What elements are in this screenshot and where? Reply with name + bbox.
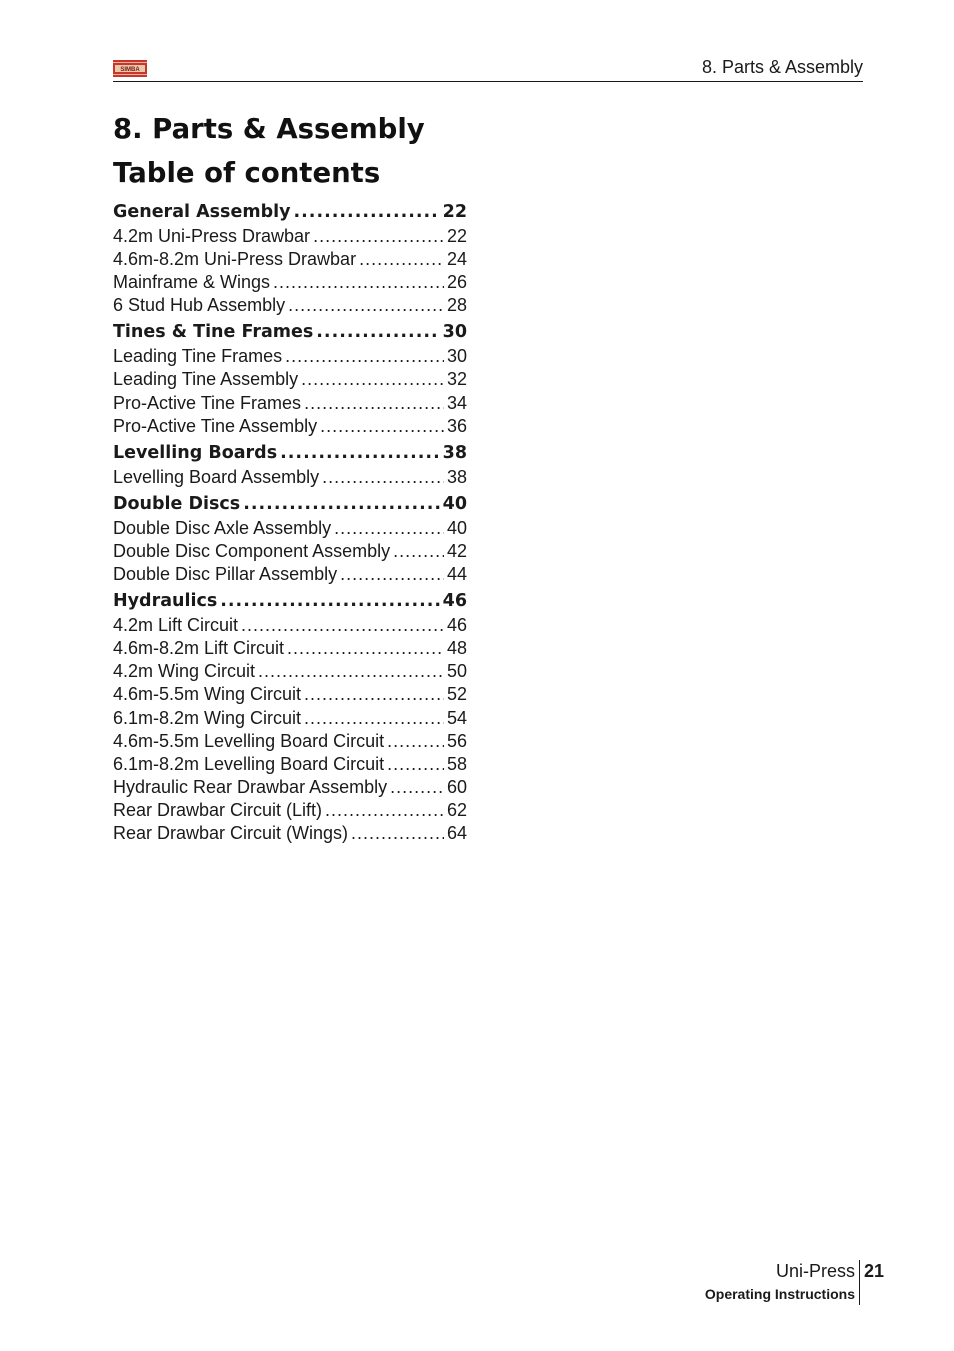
toc-entry-page: 26 [446, 272, 467, 293]
leader-dots [243, 494, 439, 514]
toc-entry[interactable] [113, 800, 467, 823]
toc-entry[interactable] [113, 564, 467, 587]
toc-entry-page: 54 [446, 707, 467, 728]
toc-entry-label: 4.6m-8.2m Uni-Press Drawbar [113, 249, 357, 270]
toc-section-heading-label: Tines & Tine Frames [113, 322, 314, 343]
toc-entry[interactable] [113, 638, 467, 661]
toc-entry-label: Pro-Active Tine Assembly [113, 415, 318, 436]
leader-dots [387, 754, 444, 775]
toc-section-heading-page: 22 [442, 202, 467, 222]
logo-text: SIMBA [120, 67, 140, 73]
footer-product-name: Uni-Press [775, 1261, 855, 1281]
toc-entry-page: 36 [446, 415, 467, 436]
leader-dots [325, 800, 444, 821]
toc-entry-label: Double Disc Pillar Assembly [113, 564, 338, 585]
toc-entry[interactable] [113, 369, 467, 392]
toc-entry-page: 46 [446, 615, 467, 636]
toc-entry-label: Mainframe & Wings [113, 272, 271, 293]
toc-section [113, 591, 467, 846]
toc-entry-page: 32 [446, 369, 467, 390]
toc-section-heading-page: 46 [442, 591, 467, 612]
toc-entry-label: 4.6m-8.2m Lift Circuit [113, 638, 285, 659]
footer-divider [859, 1260, 860, 1305]
toc-entry-page: 44 [446, 564, 467, 585]
toc-section-heading[interactable] [113, 202, 467, 226]
leader-dots [288, 295, 444, 316]
leader-dots [220, 591, 439, 611]
toc-entry[interactable] [113, 416, 467, 439]
toc-entry[interactable] [113, 541, 467, 564]
toc-entry-label: Double Disc Component Assembly [113, 540, 391, 561]
toc-entry-label: Leading Tine Assembly [113, 369, 299, 390]
table-of-contents [113, 202, 467, 850]
toc-entry-label: Rear Drawbar Circuit (Lift) [113, 799, 323, 820]
toc-entry-label: Double Disc Axle Assembly [113, 517, 332, 538]
toc-entry-page: 60 [446, 776, 467, 797]
toc-section [113, 202, 467, 318]
toc-section-heading-page: 30 [442, 322, 467, 343]
toc-entry-label: Leading Tine Frames [113, 346, 283, 367]
leader-dots [393, 541, 444, 562]
toc-entry[interactable] [113, 226, 467, 249]
toc-entry[interactable] [113, 249, 467, 272]
leader-dots [304, 708, 444, 729]
toc-entry-label: 4.2m Lift Circuit [113, 615, 239, 636]
toc-entry-label: 6.1m-8.2m Levelling Board Circuit [113, 753, 385, 774]
leader-dots [390, 777, 444, 798]
toc-section-heading-label: Levelling Boards [113, 442, 278, 463]
toc-entry-page: 58 [446, 753, 467, 774]
toc-entry-page: 64 [446, 822, 467, 843]
toc-entry-page: 24 [446, 249, 467, 270]
toc-entry-page: 42 [446, 540, 467, 561]
toc-section [113, 494, 467, 587]
leader-dots [304, 393, 444, 414]
toc-section [113, 322, 467, 438]
toc-entry-page: 30 [446, 346, 467, 367]
toc-entry[interactable] [113, 272, 467, 295]
toc-entry-label: Hydraulic Rear Drawbar Assembly [113, 776, 388, 797]
toc-title: Table of contents [113, 157, 381, 189]
toc-entry-page: 38 [446, 466, 467, 487]
toc-entry-label: 4.6m-5.5m Levelling Board Circuit [113, 730, 385, 751]
toc-section-heading[interactable] [113, 322, 467, 346]
toc-entry-label: 6.1m-8.2m Wing Circuit [113, 707, 302, 728]
toc-section-heading-label: Hydraulics [113, 591, 218, 612]
toc-section-heading-page: 38 [442, 442, 467, 463]
toc-entry-label: Levelling Board Assembly [113, 466, 320, 487]
toc-entry-page: 22 [446, 226, 467, 246]
leader-dots [301, 369, 444, 390]
toc-entry-page: 50 [446, 661, 467, 682]
toc-entry[interactable] [113, 518, 467, 541]
toc-section-heading-page: 40 [442, 493, 467, 514]
toc-entry[interactable] [113, 661, 467, 684]
toc-entry[interactable] [113, 823, 467, 846]
simba-logo [113, 60, 147, 77]
leader-dots [351, 823, 444, 844]
toc-entry-label: 4.6m-5.5m Wing Circuit [113, 684, 302, 705]
leader-dots [340, 564, 444, 585]
toc-entry[interactable] [113, 708, 467, 731]
leader-dots [322, 467, 444, 488]
header-rule [113, 81, 863, 82]
toc-entry-page: 62 [446, 799, 467, 820]
leader-dots [359, 249, 444, 270]
page-heading [113, 107, 425, 195]
toc-entry-page: 52 [446, 684, 467, 705]
toc-entry[interactable] [113, 731, 467, 754]
toc-entry-label: 6 Stud Hub Assembly [113, 295, 286, 316]
page-title: 8. Parts & Assembly [113, 113, 425, 145]
toc-entry-page: 28 [446, 295, 467, 316]
toc-entry[interactable] [113, 295, 467, 318]
toc-entry[interactable] [113, 467, 467, 490]
leader-dots [280, 443, 440, 463]
leader-dots [313, 226, 444, 247]
toc-entry[interactable] [113, 393, 467, 416]
page-number: 21 [864, 1261, 885, 1281]
toc-entry[interactable] [113, 754, 467, 777]
leader-dots [285, 346, 444, 367]
leader-dots [316, 322, 439, 342]
toc-section-heading[interactable] [113, 494, 467, 518]
toc-entry-page: 34 [446, 392, 467, 413]
header-section-title: 8. Parts & Assembly [701, 57, 863, 77]
toc-entry-label: 4.2m Wing Circuit [113, 661, 256, 682]
leader-dots [304, 684, 444, 705]
toc-entry[interactable] [113, 777, 467, 800]
leader-dots [273, 272, 444, 293]
toc-entry-page: 56 [446, 730, 467, 751]
toc-section-heading[interactable] [113, 591, 467, 615]
toc-section [113, 443, 467, 490]
leader-dots [258, 661, 444, 682]
toc-entry-page: 40 [446, 517, 467, 538]
toc-section-heading-label: Double Discs [113, 493, 241, 514]
toc-entry[interactable] [113, 684, 467, 707]
toc-entry[interactable] [113, 346, 467, 369]
leader-dots [334, 518, 444, 539]
toc-entry-label: Pro-Active Tine Frames [113, 392, 302, 413]
leader-dots [387, 731, 444, 752]
leader-dots [241, 615, 444, 636]
toc-entry[interactable] [113, 615, 467, 638]
toc-entry-label: Rear Drawbar Circuit (Wings) [113, 822, 349, 843]
simba-logo-icon [113, 60, 147, 77]
leader-dots [320, 416, 444, 437]
toc-entry-label: 4.2m Uni-Press Drawbar [113, 226, 311, 246]
leader-dots [294, 202, 440, 222]
toc-entry-page: 48 [446, 638, 467, 659]
toc-section-heading[interactable] [113, 443, 467, 467]
leader-dots [287, 638, 444, 659]
toc-section-heading-label: General Assembly [113, 202, 291, 222]
footer-subtitle: Operating Instructions [704, 1286, 855, 1302]
